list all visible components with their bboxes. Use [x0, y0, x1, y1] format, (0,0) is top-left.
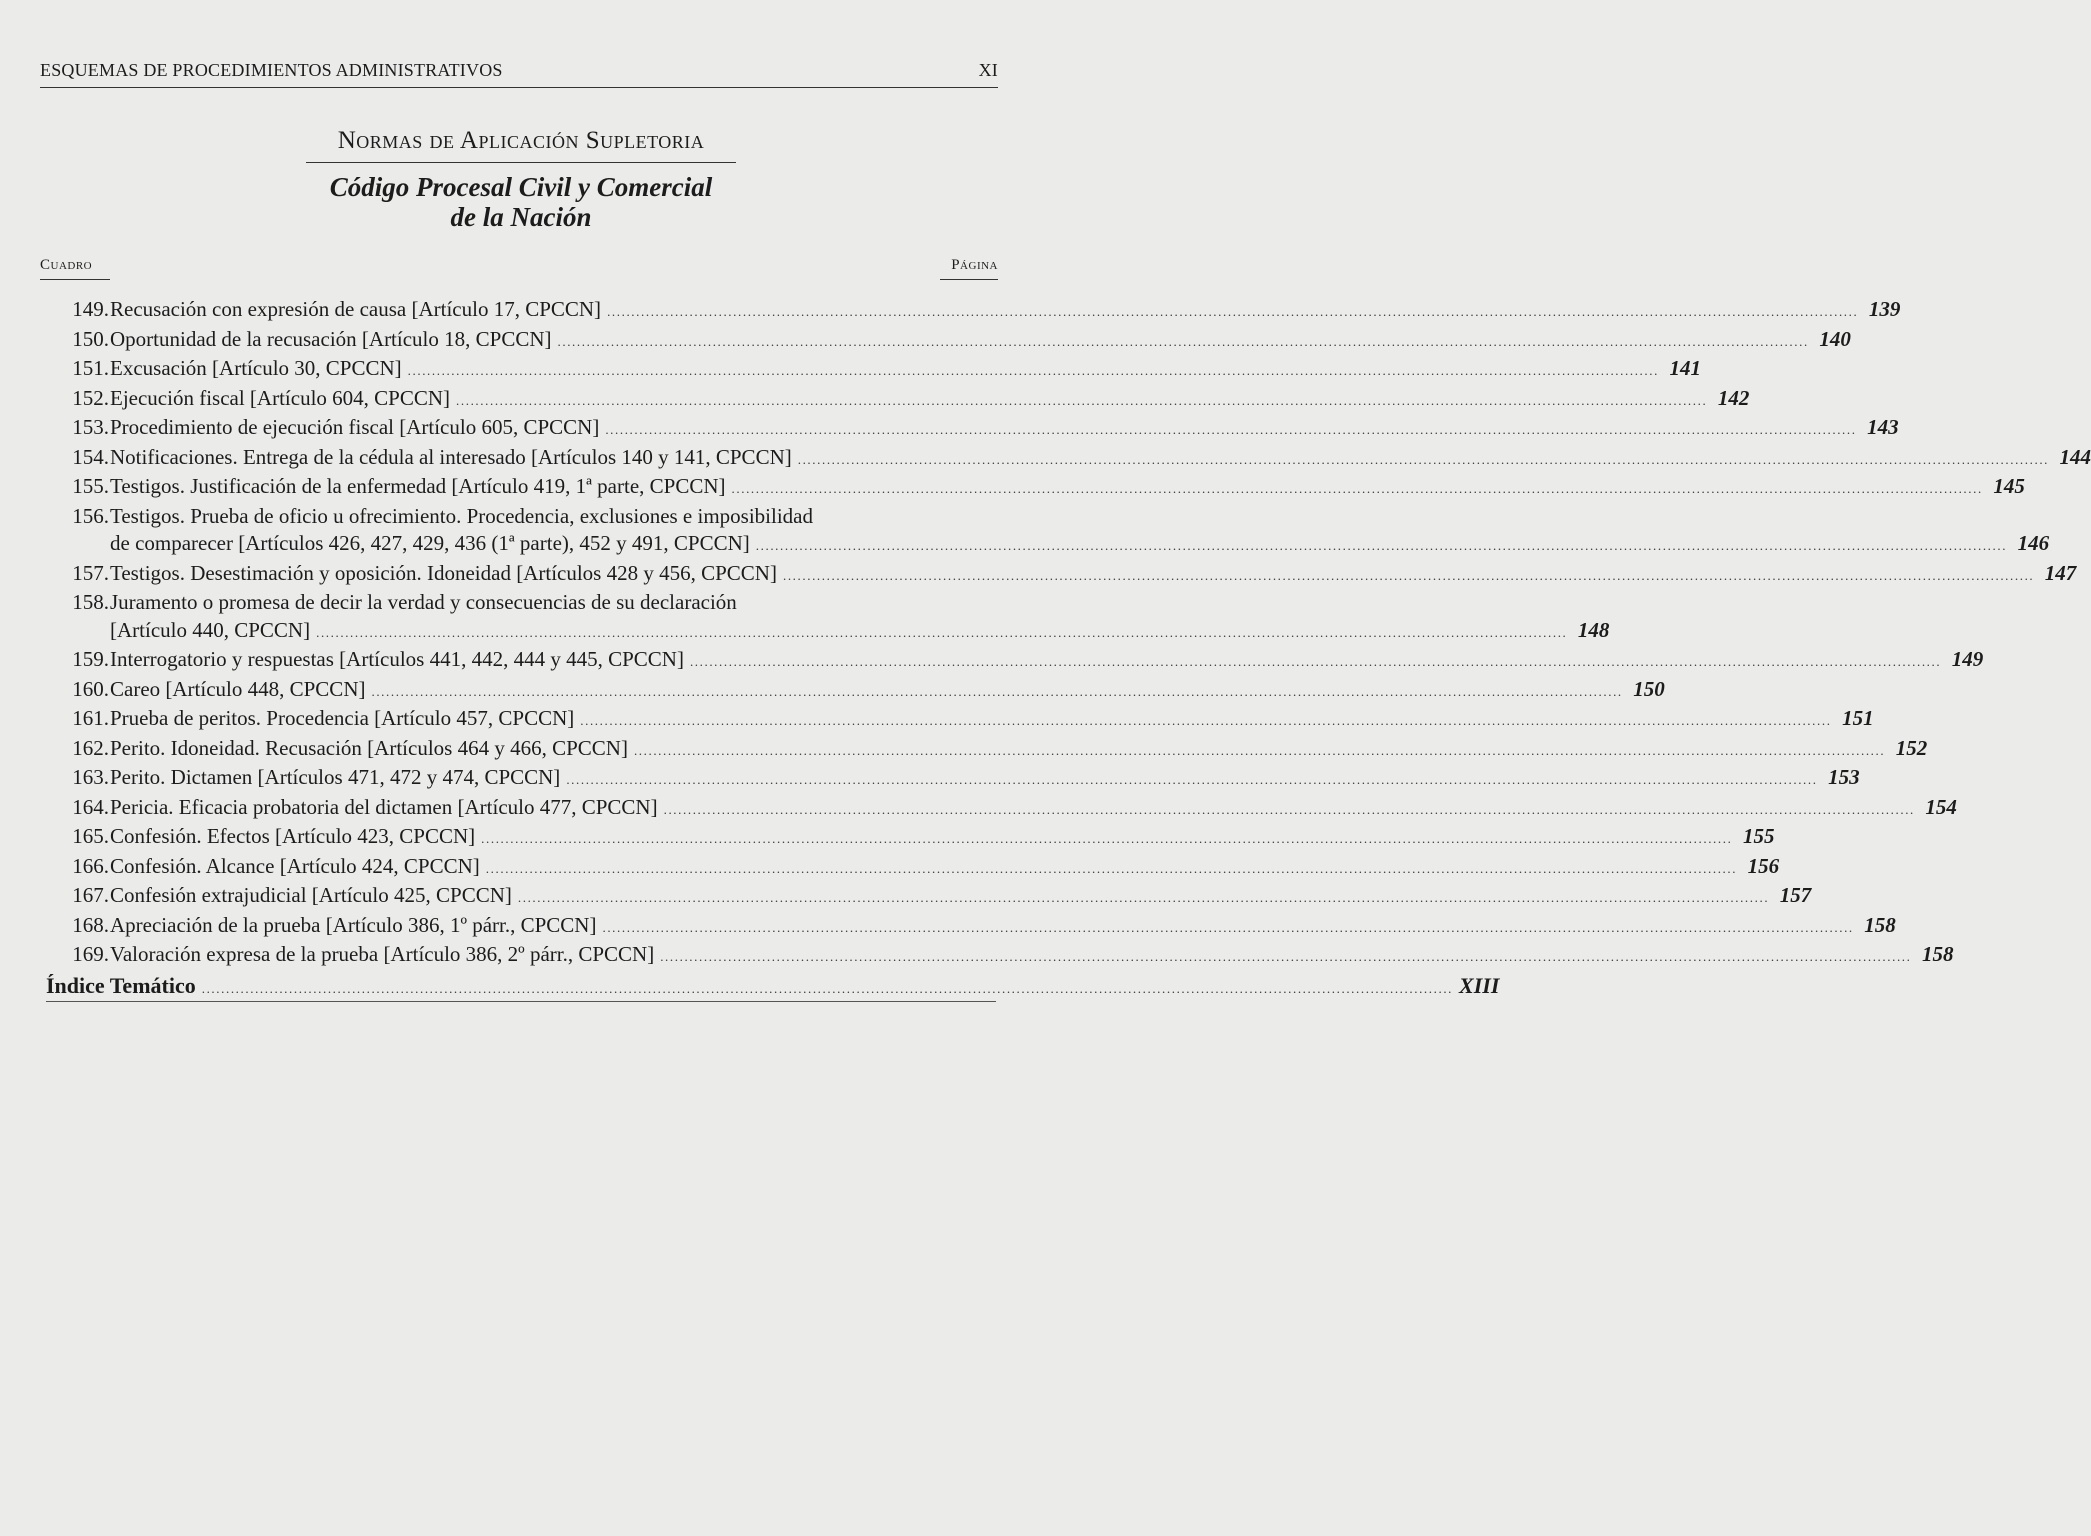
toc-entry[interactable]	[40, 941, 1954, 971]
entry-page: 158	[1922, 942, 1954, 966]
entry-line	[110, 794, 1957, 824]
entry-body	[110, 296, 1900, 326]
entry-title: Oportunidad de la recusación [Artículo 18, CPCCN]	[110, 326, 552, 351]
entry-number: 156.	[72, 503, 109, 528]
entry-title: Juramento o promesa de decir la verdad y consecuencias de su declaración	[110, 590, 737, 614]
entry-number: 154.	[72, 444, 109, 469]
entry-page: 142	[1717, 385, 1750, 410]
toc-entry[interactable]	[40, 735, 1928, 765]
entry-title: Notificaciones. Entrega de la cédula al interesado [Artículos 140 y 141, CPCCN]	[110, 444, 792, 469]
entry-number: 165.	[72, 824, 109, 848]
leader-dots	[408, 357, 1659, 385]
entry-body	[110, 705, 1874, 735]
page-number: XI	[978, 60, 998, 80]
entry-body	[110, 676, 1665, 706]
toc-entry[interactable]	[40, 646, 1984, 676]
leader-dots	[783, 562, 2034, 590]
entry-number: 163.	[72, 765, 109, 789]
entry-page: 140	[1819, 326, 1851, 351]
leader-dots	[798, 446, 2049, 474]
entry-body	[110, 882, 1811, 912]
leader-dots	[566, 766, 1817, 794]
column-header-cuadro: Cuadro	[40, 257, 93, 273]
entry-body	[110, 764, 1860, 794]
entry-page: 158	[1864, 912, 1896, 937]
entry-page: 154	[1925, 794, 1957, 819]
entry-title: Confesión. Alcance [Artículo 424, CPCCN]	[110, 853, 480, 878]
index-entry[interactable]	[46, 973, 1500, 999]
running-title: ESQUEMAS DE PROCEDIMIENTOS ADMINISTRATIVOS	[40, 60, 503, 80]
entry-body	[110, 326, 1851, 356]
entry-body	[110, 853, 1779, 883]
entry-title: Careo [Artículo 448, CPCCN]	[110, 676, 366, 701]
entry-title: Recusación con expresión de causa [Artículo 17, CPCCN]	[110, 297, 602, 321]
subtitle-line-2: de la Nación	[450, 202, 592, 232]
toc-entries	[40, 296, 2091, 971]
entry-line	[110, 823, 1774, 853]
section-subtitle	[306, 172, 736, 232]
index-rule	[46, 1001, 996, 1002]
entry-title: Testigos. Justificación de la enfermedad [Artículo 419, 1ª parte, CPCCN]	[110, 474, 726, 498]
entry-number: 150.	[72, 326, 109, 351]
running-header	[40, 60, 998, 81]
column-rule-left	[40, 279, 110, 280]
leader-dots	[660, 943, 1911, 971]
toc-entry[interactable]	[40, 296, 1901, 326]
entry-title: Perito. Idoneidad. Recusación [Artículos 464 y 466, CPCCN]	[110, 735, 628, 760]
entry-number: 160.	[72, 676, 109, 701]
entry-title: Interrogatorio y respuestas [Artículos 441, 442, 444 y 445, CPCCN]	[110, 647, 684, 671]
entry-body	[110, 941, 1954, 971]
entry-number: 155.	[72, 474, 109, 498]
entry-page: 146	[2017, 531, 2050, 555]
entry-line	[110, 617, 1609, 647]
leader-dots	[316, 619, 1567, 647]
entry-page: 152	[1895, 735, 1928, 760]
entry-body	[110, 355, 1701, 385]
toc-entry[interactable]	[40, 705, 1874, 735]
entry-line	[110, 414, 1899, 444]
entry-title: Confesión. Efectos [Artículo 423, CPCCN]	[110, 824, 476, 848]
leader-dots	[580, 707, 1831, 735]
entry-line	[110, 296, 1900, 326]
entry-body	[110, 912, 1896, 942]
entry-title: Prueba de peritos. Procedencia [Artículo 457, CPCCN]	[110, 706, 575, 730]
entry-title: Testigos. Prueba de oficio u ofrecimiento. Procedencia, exclusiones e imposibilidad	[110, 503, 814, 528]
toc-entry[interactable]	[40, 560, 2077, 590]
entry-number: 162.	[72, 735, 109, 760]
entry-number: 164.	[72, 794, 109, 819]
entry-page: 151	[1842, 706, 1874, 730]
entry-page: 153	[1828, 765, 1860, 789]
leader-dots	[605, 416, 1856, 444]
entry-number: 168.	[72, 912, 109, 937]
entry-number: 167.	[72, 883, 109, 907]
leader-dots	[664, 796, 1915, 824]
entry-number: 169.	[72, 942, 109, 966]
entry-title: Perito. Dictamen [Artículos 471, 472 y 474, CPCCN]	[110, 765, 561, 789]
entry-title: de comparecer [Artículos 426, 427, 429, 436 (1ª parte), 452 y 491, CPCCN]	[110, 531, 750, 555]
entry-page: 145	[1993, 474, 2025, 498]
entry-number: 149.	[72, 297, 109, 321]
entry-number: 151.	[72, 356, 109, 380]
entry-page: 148	[1577, 617, 1610, 642]
leader-dots	[371, 678, 1622, 706]
index-page: XIII	[1459, 973, 1500, 998]
entry-page: 149	[1951, 647, 1984, 671]
entry-line	[110, 326, 1851, 356]
toc-entry[interactable]	[40, 503, 2050, 560]
entry-title: [Artículo 440, CPCCN]	[110, 617, 311, 642]
leader-dots	[634, 737, 1885, 765]
toc-entry[interactable]	[40, 794, 1957, 824]
entry-line	[110, 646, 1983, 676]
entry-line	[110, 589, 1609, 617]
leader-dots	[518, 884, 1769, 912]
leader-dots	[202, 981, 1453, 997]
entry-title: Ejecución fiscal [Artículo 604, CPCCN]	[110, 385, 451, 410]
index-label: Índice Temático	[46, 973, 196, 998]
entry-page: 144	[2059, 444, 2091, 469]
entry-number: 153.	[72, 415, 109, 439]
entry-line	[110, 473, 2025, 503]
toc-entry[interactable]	[40, 385, 1750, 415]
entry-page: 139	[1868, 297, 1901, 321]
entry-page: 156	[1747, 853, 1780, 878]
toc-entry[interactable]	[40, 853, 1780, 883]
entry-title: Apreciación de la prueba [Artículo 386, 1º párr., CPCCN]	[110, 912, 597, 937]
entry-body	[110, 503, 2049, 560]
toc-entry[interactable]	[40, 355, 1701, 385]
entry-body	[110, 823, 1774, 853]
entry-line	[110, 735, 1927, 765]
entry-page: 150	[1633, 676, 1665, 701]
column-header-pagina: Página	[951, 257, 998, 273]
entry-body	[110, 473, 2025, 503]
entry-title: Pericia. Eficacia probatoria del dictamen [Artículo 477, CPCCN]	[110, 794, 658, 819]
entry-body	[110, 735, 1927, 765]
entry-line	[110, 355, 1701, 385]
toc-entry[interactable]	[40, 823, 1775, 853]
entry-number: 161.	[72, 706, 109, 730]
entry-line	[110, 941, 1954, 971]
entry-page: 155	[1742, 824, 1775, 848]
entry-body	[110, 414, 1899, 444]
entry-title: Excusación [Artículo 30, CPCCN]	[110, 356, 402, 380]
leader-dots	[602, 914, 1853, 942]
leader-dots	[456, 387, 1707, 415]
entry-body	[110, 794, 1957, 824]
toc-entry[interactable]	[40, 444, 2091, 474]
entry-number: 152.	[72, 385, 109, 410]
toc-entry[interactable]	[40, 764, 1860, 794]
entry-body	[110, 444, 2091, 474]
entry-line	[110, 882, 1811, 912]
leader-dots	[481, 825, 1732, 853]
leader-dots	[486, 855, 1737, 883]
header-rule	[40, 87, 998, 88]
toc-entry[interactable]	[40, 882, 1812, 912]
leader-dots	[756, 532, 2007, 560]
entry-page: 141	[1669, 356, 1701, 380]
leader-dots	[607, 298, 1858, 326]
entry-title: Procedimiento de ejecución fiscal [Artículo 605, CPCCN]	[110, 415, 600, 439]
column-rule-right	[940, 279, 998, 280]
entry-title: Valoración expresa de la prueba [Artículo 386, 2º párr., CPCCN]	[110, 942, 655, 966]
entry-line	[110, 676, 1665, 706]
entry-body	[110, 385, 1749, 415]
entry-line	[110, 912, 1896, 942]
entry-line	[110, 764, 1860, 794]
entry-page: 157	[1779, 883, 1812, 907]
toc-entry[interactable]	[40, 473, 2025, 503]
toc-entry[interactable]	[40, 326, 1851, 356]
leader-dots	[732, 475, 1983, 503]
leader-dots	[558, 328, 1809, 356]
entry-line	[110, 503, 2049, 531]
entry-line	[110, 385, 1749, 415]
entry-body	[110, 560, 2076, 590]
entry-number: 158.	[72, 590, 109, 614]
entry-body	[110, 646, 1983, 676]
leader-dots	[690, 648, 1941, 676]
entry-line	[110, 705, 1874, 735]
entry-body	[110, 589, 1609, 646]
toc-entry[interactable]	[40, 589, 1610, 646]
entry-line	[110, 530, 2049, 560]
entry-number: 159.	[72, 647, 109, 671]
entry-page: 143	[1867, 415, 1899, 439]
entry-line	[110, 560, 2076, 590]
entry-title: Confesión extrajudicial [Artículo 425, CPCCN]	[110, 883, 512, 907]
entry-number: 166.	[72, 853, 109, 878]
entry-title: Testigos. Desestimación y oposición. Idoneidad [Artículos 428 y 456, CPCCN]	[110, 560, 777, 585]
entry-line	[110, 444, 2091, 474]
toc-entry[interactable]	[40, 676, 1665, 706]
subtitle-line-1: Código Procesal Civil y Comercial	[329, 172, 713, 202]
entry-number: 157.	[72, 560, 109, 585]
section-title-rule	[306, 162, 736, 163]
entry-line	[110, 853, 1779, 883]
toc-entry[interactable]	[40, 912, 1896, 942]
toc-entry[interactable]	[40, 414, 1899, 444]
entry-page: 147	[2044, 560, 2077, 585]
section-title: Normas de Aplicación Supletoria	[337, 127, 705, 154]
